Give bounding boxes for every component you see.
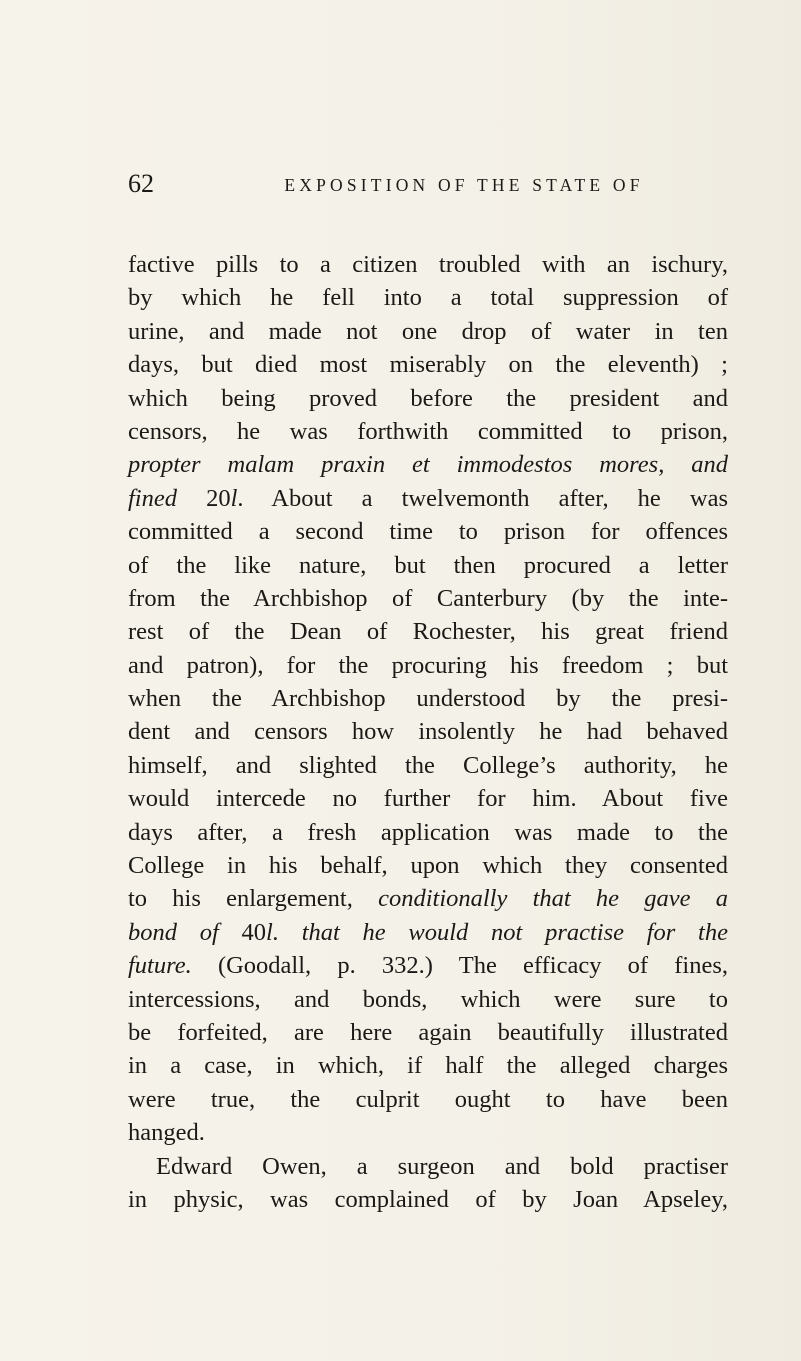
text-line: which being proved before the president and bbox=[128, 384, 728, 412]
text-line: by which he fell into a total suppression of bbox=[128, 284, 728, 312]
text-line: days, but died most miserably on the eleventh) ; bbox=[128, 351, 728, 379]
text-line: of the like nature, but then procured a letter bbox=[128, 551, 728, 579]
page-number: 62 bbox=[128, 169, 154, 198]
text-line: days after, a fresh application was made to the bbox=[128, 818, 728, 846]
text-line: censors, he was forthwith committed to prison, bbox=[128, 417, 728, 445]
text-line: himself, and slighted the College’s authority, he bbox=[128, 751, 728, 779]
text-line: rest of the Dean of Rochester, his great friend bbox=[128, 618, 728, 646]
page-header bbox=[128, 169, 728, 199]
body-text bbox=[128, 248, 728, 1216]
text-line: and patron), for the procuring his freedom ; but bbox=[128, 651, 728, 679]
text-line: intercessions, and bonds, which were sure to bbox=[128, 985, 728, 1013]
text-line: bond of 40l. that he would not practise for the bbox=[128, 918, 728, 946]
text-line: Edward Owen, a surgeon and bold practiser bbox=[156, 1152, 728, 1180]
running-title: EXPOSITION OF THE STATE OF bbox=[284, 175, 644, 195]
text-line: to his enlargement, conditionally that he gave a bbox=[128, 885, 728, 913]
text-line: would intercede no further for him. About five bbox=[128, 785, 728, 813]
text-line: factive pills to a citizen troubled with an ischury, bbox=[128, 251, 728, 278]
text-line: from the Archbishop of Canterbury (by the inte- bbox=[128, 584, 728, 612]
text-line: when the Archbishop understood by the presi- bbox=[128, 685, 728, 713]
text-line: fined 20l. About a twelvemonth after, he was bbox=[128, 484, 729, 512]
text-line: were true, the culprit ought to have been bbox=[128, 1085, 728, 1113]
text-line: in a case, in which, if half the alleged charges bbox=[128, 1052, 728, 1080]
text-line: committed a second time to prison for offences bbox=[128, 518, 728, 546]
text-line: hanged. bbox=[128, 1119, 205, 1147]
text-line: in physic, was complained of by Joan Apseley, bbox=[128, 1185, 728, 1213]
text-line: urine, and made not one drop of water in ten bbox=[128, 317, 728, 345]
text-line: dent and censors how insolently he had behaved bbox=[128, 718, 728, 746]
latin-phrase: propter malam praxin et immodestos mores, and bbox=[128, 451, 728, 479]
text-line: College in his behalf, upon which they consented bbox=[128, 852, 728, 880]
text-line: future. (Goodall, p. 332.) The efficacy of fines, bbox=[128, 952, 728, 980]
text-line bbox=[128, 448, 728, 481]
text-line: be forfeited, are here again beautifully illustrated bbox=[128, 1018, 728, 1046]
